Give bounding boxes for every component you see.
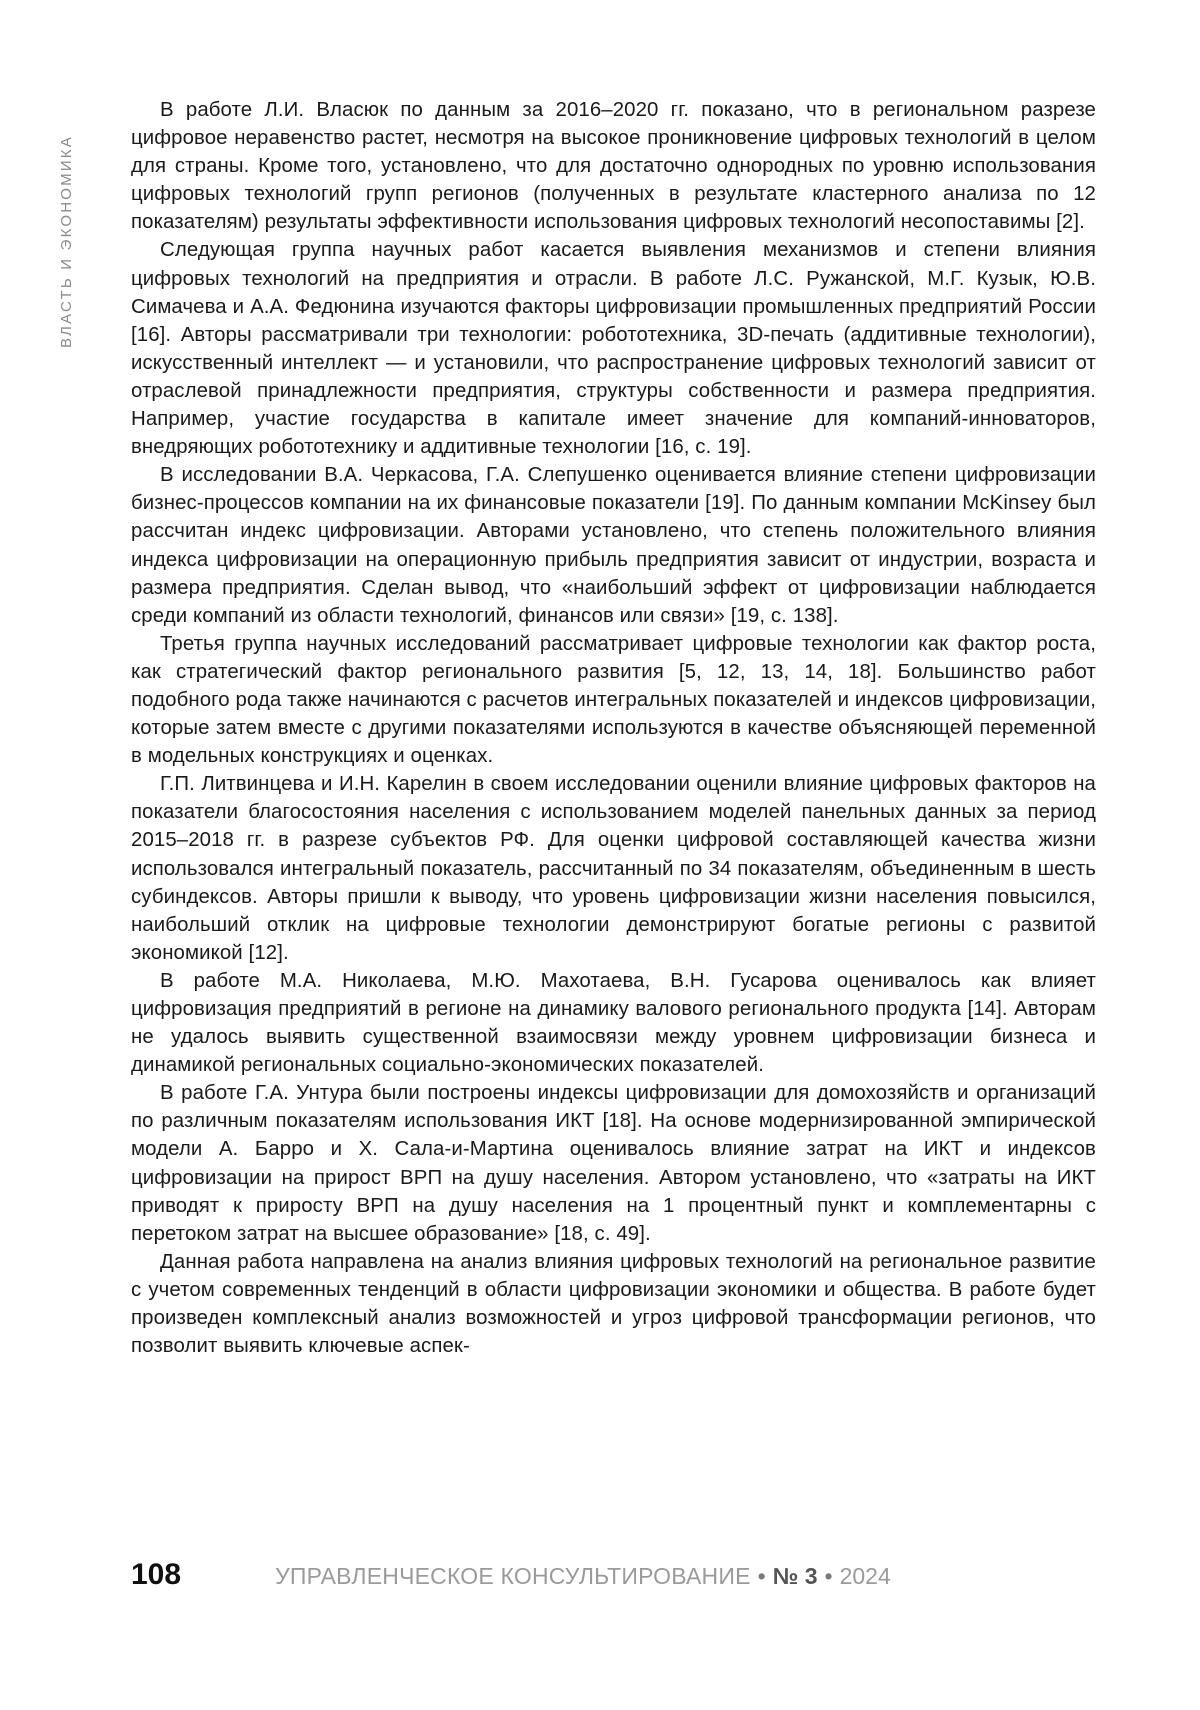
section-label: ВЛАСТЬ И ЭКОНОМИКА xyxy=(58,88,75,348)
paragraph-5: Г.П. Литвинцева и И.Н. Карелин в своем исследовании оценили влияние цифровых факторов на показатели благосостояния населения с использованием моделей панельных данных за период 2015–2018 гг. в разрезе субъектов РФ. Для оценки цифровой составляющей качества жизни использовался интегральный показатель, рассчитанный по 34 показателям, объединенным в шесть субиндексов. Авторы пришли к выводу, что уровень цифровизации жизни населения повысился, наибольший отклик на цифровые технологии демонстрируют богатые регионы с развитой экономикой [12]. xyxy=(131,770,1096,967)
article-body xyxy=(131,96,1096,1360)
issue-year: 2024 xyxy=(840,1563,891,1590)
paragraph-4: Третья группа научных исследований рассматривает цифровые технологии как фактор роста, как стратегический фактор регионального развития [5, 12, 13, 14, 18]. Большинство работ подобного рода также начинаются с расчетов интегральных показателей и индексов цифровизации, которые затем вместе с другими показателями используются в качестве объясняющей переменной в модельных конструкциях и оценках. xyxy=(131,630,1096,770)
paragraph-7: В работе Г.А. Унтура были построены индексы цифровизации для домохозяйств и организаций по различным показателям использования ИКТ [18]. На основе модернизированной эмпирической модели А. Барро и Х. Сала-и-Мартина оценивалось влияние затрат на ИКТ и индексов цифровизации на прирост ВРП на душу населения. Автором установлено, что «затраты на ИКТ приводят к приросту ВРП на душу населения на 1 процентный пункт и комплементарны с перетоком затрат на высшее образование» [18, с. 49]. xyxy=(131,1079,1096,1248)
paragraph-1: В работе Л.И. Власюк по данным за 2016–2020 гг. показано, что в региональном разрезе цифровое неравенство растет, несмотря на высокое проникновение цифровых технологий в целом для страны. Кроме того, установлено, что для достаточно однородных по уровню использования цифровых технологий групп регионов (полученных в результате кластерного анализа по 12 показателям) результаты эффективности использования цифровых технологий несопоставимы [2]. xyxy=(131,96,1096,236)
separator-dot: • xyxy=(758,1563,766,1590)
paragraph-6: В работе М.А. Николаева, М.Ю. Махотаева, В.Н. Гусарова оценивалось как влияет цифровизация предприятий в регионе на динамику валового регионального продукта [14]. Авторам не удалось выявить существенной взаимосвязи между уровнем цифровизации бизнеса и динамикой региональных социально-экономических показателей. xyxy=(131,967,1096,1079)
separator-dot: • xyxy=(825,1563,833,1590)
page-number: 108 xyxy=(131,1558,181,1592)
paragraph-3: В исследовании В.А. Черкасова, Г.А. Слепушенко оценивается влияние степени цифровизации бизнес-процессов компании на их финансовые показатели [19]. По данным компании McKinsey был рассчитан индекс цифровизации. Авторами установлено, что степень положительного влияния индекса цифровизации на операционную прибыль предприятия зависит от индустрии, возраста и размера предприятия. Сделан вывод, что «наибольший эффект от цифровизации наблюдается среди компаний из области технологий, финансов или связи» [19, с. 138]. xyxy=(131,461,1096,630)
page-footer xyxy=(131,1558,891,1598)
issue-number: № 3 xyxy=(773,1563,818,1590)
paragraph-8: Данная работа направлена на анализ влияния цифровых технологий на региональное развитие с учетом современных тенденций в области цифровизации экономики и общества. В работе будет произведен комплексный анализ возможностей и угроз цифровой трансформации регионов, что позволит выявить ключевые аспек- xyxy=(131,1248,1096,1360)
paragraph-2: Следующая группа научных работ касается выявления механизмов и степени влияния цифровых технологий на предприятия и отрасли. В работе Л.С. Ружанской, М.Г. Кузык, Ю.В. Симачева и А.А. Федюнина изучаются факторы цифровизации промышленных предприятий России [16]. Авторы рассматривали три технологии: робототехника, 3D-печать (аддитивные технологии), искусственный интеллект — и установили, что распространение цифровых технологий зависит от отраслевой принадлежности предприятия, структуры собственности и размера предприятия. Например, участие государства в капитале имеет значение для компаний-инноваторов, внедряющих робототехнику и аддитивные технологии [16, с. 19]. xyxy=(131,236,1096,461)
journal-title: УПРАВЛЕНЧЕСКОЕ КОНСУЛЬТИРОВАНИЕ xyxy=(275,1563,751,1590)
